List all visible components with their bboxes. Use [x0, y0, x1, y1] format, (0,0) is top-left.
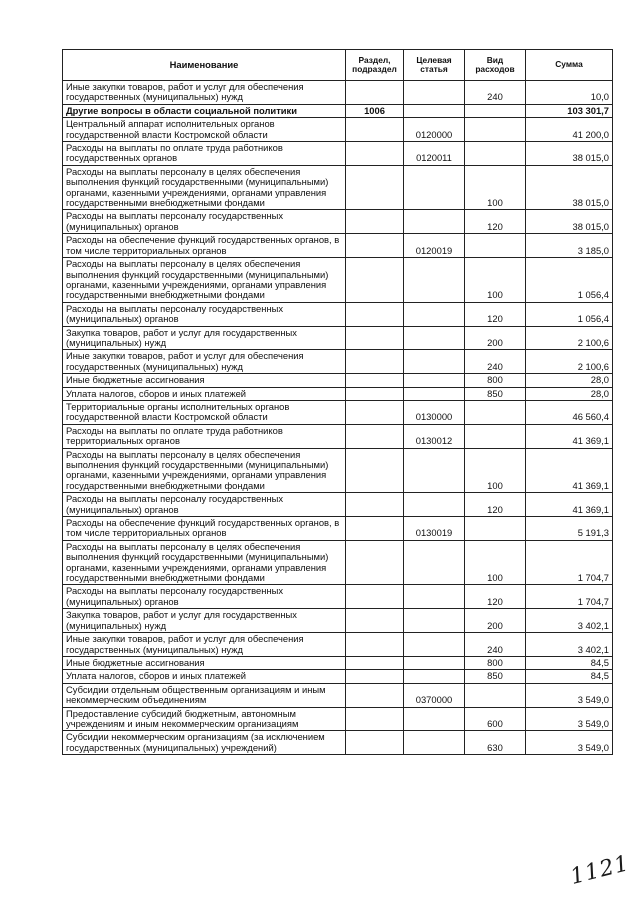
- cell-name: Субсидии некоммерческим организациям (за исключением государственных (муниципальных) учреждений): [63, 731, 346, 755]
- cell-name: Расходы на выплаты по оплате труда работников территориальных органов: [63, 424, 346, 448]
- cell-section: [346, 387, 404, 400]
- cell-article: [404, 302, 465, 326]
- cell-section: [346, 142, 404, 166]
- cell-name: Иные закупки товаров, работ и услуг для обеспечения государственных (муниципальных) нужд: [63, 81, 346, 105]
- cell-sum: 46 560,4: [526, 400, 613, 424]
- cell-section: [346, 585, 404, 609]
- cell-kind: [465, 683, 526, 707]
- table-row: [63, 448, 613, 493]
- cell-section: [346, 326, 404, 350]
- cell-name: Расходы на выплаты персоналу государственных (муниципальных) органов: [63, 493, 346, 517]
- cell-article: [404, 258, 465, 303]
- cell-sum: 1 704,7: [526, 540, 613, 585]
- table-row: [63, 656, 613, 669]
- cell-section: [346, 118, 404, 142]
- cell-name: Иные закупки товаров, работ и услуг для обеспечения государственных (муниципальных) нужд: [63, 350, 346, 374]
- cell-name: Расходы на обеспечение функций государственных органов, в том числе территориальных органов: [63, 517, 346, 541]
- cell-name: Иные бюджетные ассигнования: [63, 374, 346, 387]
- cell-article: [404, 387, 465, 400]
- table-row: [63, 81, 613, 105]
- budget-table: [62, 49, 613, 755]
- cell-section: [346, 517, 404, 541]
- cell-section: [346, 493, 404, 517]
- table-row: [63, 118, 613, 142]
- cell-sum: 3 402,1: [526, 633, 613, 657]
- cell-article: [404, 374, 465, 387]
- cell-article: [404, 165, 465, 210]
- cell-sum: 84,5: [526, 656, 613, 669]
- cell-kind: 800: [465, 656, 526, 669]
- table-row: [63, 104, 613, 117]
- cell-kind: 100: [465, 258, 526, 303]
- cell-kind: 240: [465, 350, 526, 374]
- table-row: [63, 707, 613, 731]
- cell-article: [404, 707, 465, 731]
- cell-kind: 850: [465, 387, 526, 400]
- cell-kind: 240: [465, 633, 526, 657]
- cell-kind: 120: [465, 302, 526, 326]
- cell-name: Закупка товаров, работ и услуг для государственных (муниципальных) нужд: [63, 609, 346, 633]
- table-header-row: [63, 50, 613, 81]
- cell-sum: 41 369,1: [526, 493, 613, 517]
- cell-sum: 3 402,1: [526, 609, 613, 633]
- cell-section: [346, 81, 404, 105]
- header-kind: Вид расходов: [465, 50, 526, 81]
- cell-article: [404, 493, 465, 517]
- cell-article: [404, 350, 465, 374]
- cell-kind: 120: [465, 493, 526, 517]
- cell-sum: 10,0: [526, 81, 613, 105]
- cell-kind: [465, 400, 526, 424]
- table-row: [63, 424, 613, 448]
- cell-article: [404, 448, 465, 493]
- cell-kind: [465, 424, 526, 448]
- cell-section: [346, 210, 404, 234]
- cell-sum: 41 200,0: [526, 118, 613, 142]
- cell-name: Предоставление субсидий бюджетным, автономным учреждениям и иным некоммерческим организациям: [63, 707, 346, 731]
- cell-article: [404, 609, 465, 633]
- cell-kind: 630: [465, 731, 526, 755]
- cell-section: [346, 302, 404, 326]
- cell-name: Центральный аппарат исполнительных органов государственной власти Костромской области: [63, 118, 346, 142]
- table-row: [63, 302, 613, 326]
- cell-article: [404, 104, 465, 117]
- cell-name: Расходы на обеспечение функций государственных органов, в том числе территориальных органов: [63, 234, 346, 258]
- cell-sum: 3 185,0: [526, 234, 613, 258]
- cell-article: 0120000: [404, 118, 465, 142]
- cell-section: [346, 448, 404, 493]
- cell-name: Иные бюджетные ассигнования: [63, 656, 346, 669]
- cell-article: 0130000: [404, 400, 465, 424]
- cell-sum: 1 704,7: [526, 585, 613, 609]
- cell-kind: 100: [465, 448, 526, 493]
- cell-sum: 1 056,4: [526, 302, 613, 326]
- header-section: Раздел, подраздел: [346, 50, 404, 81]
- table-row: [63, 210, 613, 234]
- cell-name: Расходы на выплаты персоналу в целях обеспечения выполнения функций государственными (муниципальными) органами, казенными учреждениями, органами управления государственными внебюджетными фондами: [63, 258, 346, 303]
- cell-name: Расходы на выплаты персоналу в целях обеспечения выполнения функций государственными (муниципальными) органами, казенными учреждениями, органами управления государственными внебюджетными фондами: [63, 448, 346, 493]
- cell-article: [404, 81, 465, 105]
- cell-sum: 38 015,0: [526, 165, 613, 210]
- cell-section: [346, 234, 404, 258]
- header-article: Целевая статья: [404, 50, 465, 81]
- cell-sum: 2 100,6: [526, 326, 613, 350]
- cell-section: [346, 707, 404, 731]
- table-row: [63, 731, 613, 755]
- cell-section: 1006: [346, 104, 404, 117]
- page-number: 1121: [567, 851, 633, 890]
- cell-section: [346, 731, 404, 755]
- cell-kind: 600: [465, 707, 526, 731]
- cell-section: [346, 540, 404, 585]
- cell-kind: [465, 234, 526, 258]
- table-row: [63, 387, 613, 400]
- table-row: [63, 374, 613, 387]
- cell-section: [346, 683, 404, 707]
- cell-section: [346, 670, 404, 683]
- cell-name: Расходы на выплаты персоналу в целях обеспечения выполнения функций государственными (муниципальными) органами, казенными учреждениями, органами управления государственными внебюджетными фондами: [63, 540, 346, 585]
- table-row: [63, 609, 613, 633]
- cell-name: Уплата налогов, сборов и иных платежей: [63, 670, 346, 683]
- table-row: [63, 540, 613, 585]
- cell-kind: 800: [465, 374, 526, 387]
- cell-article: [404, 585, 465, 609]
- cell-kind: [465, 517, 526, 541]
- table-row: [63, 493, 613, 517]
- cell-kind: 120: [465, 585, 526, 609]
- cell-article: 0120011: [404, 142, 465, 166]
- cell-name: Территориальные органы исполнительных органов государственной власти Костромской области: [63, 400, 346, 424]
- cell-name: Расходы на выплаты по оплате труда работников государственных органов: [63, 142, 346, 166]
- cell-sum: 28,0: [526, 387, 613, 400]
- cell-name: Расходы на выплаты персоналу в целях обеспечения выполнения функций государственными (муниципальными) органами, казенными учреждениями, органами управления государственными внебюджетными фондами: [63, 165, 346, 210]
- cell-sum: 28,0: [526, 374, 613, 387]
- table-row: [63, 517, 613, 541]
- cell-name: Расходы на выплаты персоналу государственных (муниципальных) органов: [63, 585, 346, 609]
- table-row: [63, 585, 613, 609]
- cell-sum: 3 549,0: [526, 731, 613, 755]
- table-body: [63, 81, 613, 755]
- cell-section: [346, 400, 404, 424]
- cell-article: 0120019: [404, 234, 465, 258]
- cell-name: Другие вопросы в области социальной политики: [63, 104, 346, 117]
- cell-section: [346, 350, 404, 374]
- table-row: [63, 670, 613, 683]
- cell-kind: 240: [465, 81, 526, 105]
- cell-kind: 100: [465, 540, 526, 585]
- table-row: [63, 142, 613, 166]
- cell-sum: 3 549,0: [526, 683, 613, 707]
- cell-section: [346, 633, 404, 657]
- cell-name: Закупка товаров, работ и услуг для государственных (муниципальных) нужд: [63, 326, 346, 350]
- table-row: [63, 258, 613, 303]
- cell-section: [346, 374, 404, 387]
- cell-kind: 200: [465, 609, 526, 633]
- cell-article: [404, 633, 465, 657]
- cell-section: [346, 656, 404, 669]
- cell-kind: 850: [465, 670, 526, 683]
- cell-section: [346, 424, 404, 448]
- cell-name: Расходы на выплаты персоналу государственных (муниципальных) органов: [63, 302, 346, 326]
- table-row: [63, 350, 613, 374]
- cell-sum: 41 369,1: [526, 448, 613, 493]
- cell-article: [404, 670, 465, 683]
- cell-kind: [465, 104, 526, 117]
- cell-name: Иные закупки товаров, работ и услуг для обеспечения государственных (муниципальных) нужд: [63, 633, 346, 657]
- cell-kind: [465, 142, 526, 166]
- cell-sum: 3 549,0: [526, 707, 613, 731]
- cell-article: 0370000: [404, 683, 465, 707]
- cell-section: [346, 258, 404, 303]
- table-row: [63, 633, 613, 657]
- cell-name: Расходы на выплаты персоналу государственных (муниципальных) органов: [63, 210, 346, 234]
- cell-kind: 100: [465, 165, 526, 210]
- cell-kind: 200: [465, 326, 526, 350]
- table-row: [63, 400, 613, 424]
- cell-section: [346, 609, 404, 633]
- cell-sum: 41 369,1: [526, 424, 613, 448]
- cell-sum: 2 100,6: [526, 350, 613, 374]
- table-row: [63, 234, 613, 258]
- cell-article: 0130019: [404, 517, 465, 541]
- cell-kind: [465, 118, 526, 142]
- cell-article: 0130012: [404, 424, 465, 448]
- cell-article: [404, 731, 465, 755]
- cell-section: [346, 165, 404, 210]
- cell-sum: 38 015,0: [526, 142, 613, 166]
- table-row: [63, 326, 613, 350]
- cell-sum: 103 301,7: [526, 104, 613, 117]
- cell-sum: 1 056,4: [526, 258, 613, 303]
- cell-kind: 120: [465, 210, 526, 234]
- cell-name: Уплата налогов, сборов и иных платежей: [63, 387, 346, 400]
- cell-article: [404, 656, 465, 669]
- cell-sum: 84,5: [526, 670, 613, 683]
- table-row: [63, 683, 613, 707]
- cell-article: [404, 326, 465, 350]
- cell-article: [404, 540, 465, 585]
- table-row: [63, 165, 613, 210]
- cell-sum: 5 191,3: [526, 517, 613, 541]
- header-sum: Сумма: [526, 50, 613, 81]
- cell-sum: 38 015,0: [526, 210, 613, 234]
- header-name: Наименование: [63, 50, 346, 81]
- cell-name: Субсидии отдельным общественным организациям и иным некоммерческим объединениям: [63, 683, 346, 707]
- cell-article: [404, 210, 465, 234]
